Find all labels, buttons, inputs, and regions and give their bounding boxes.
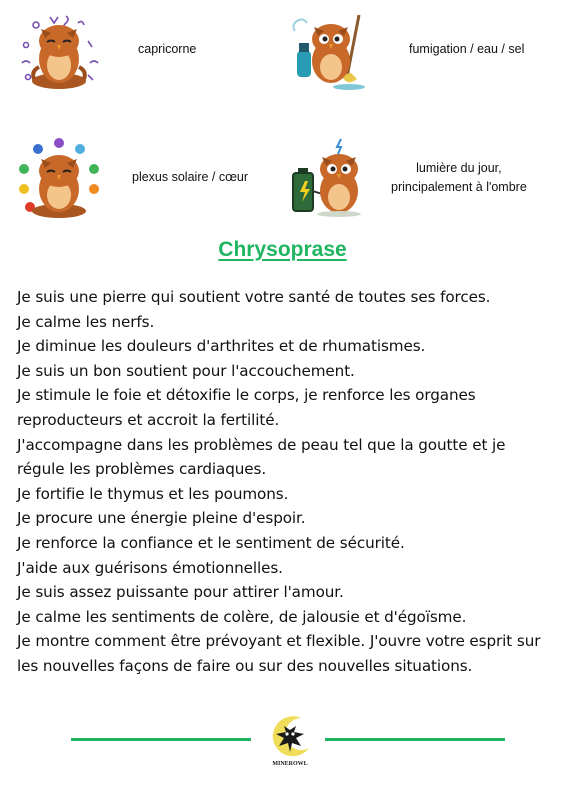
description-line: J'accompagne dans les problèmes de peau tel que la goutte et je régule les problèmes cardiaques. [17,435,506,479]
description-line: Je calme les nerfs. [17,312,155,331]
owl-cleaning-icon [287,7,373,93]
description-line: Je stimule le foie et détoxifie le corps, je renforce les organes reproducteurs et accroit la fertilité. [17,386,476,429]
description-line: Je calme les sentiments de colère, de jalousie et d'égoïsme. [17,607,467,626]
description-line: Je fortifie le thymus et les poumons. [17,484,289,503]
description-line: J'aide aux guérisons émotionnelles. [17,558,283,577]
chakra-label: plexus solaire / cœur [132,170,249,185]
description-line: Je montre comment être prévoyant et flexible. J'ouvre votre esprit sur les nouvelles façons de faire ou sur des nouvelles situations. [17,632,541,675]
cleaning-info [287,5,557,95]
footer-divider-left [71,738,251,741]
description-line: Je suis assez puissante pour attirer l'amour. [17,583,344,602]
owl-charging-battery-icon [287,135,373,221]
cleaning-label: fumigation / eau / sel [409,42,525,57]
description-line: Je suis un bon soutient pour l'accouchement. [17,361,355,380]
info-grid [0,0,565,230]
description-line: Je renforce la confiance et le sentiment de sécurité. [17,533,405,552]
footer-divider-right [325,738,505,741]
owl-meditating-chakra-icon [16,135,102,221]
charging-label-line1: lumière du jour, [416,160,502,175]
owl-moon-logo-icon [265,712,315,768]
charging-label-line2: principalement à l'ombre [391,180,527,194]
description-line: Je diminue les douleurs d'arthrites et de rhumatismes. [17,337,426,356]
logo-text: MINEROWL [272,761,308,767]
charging-info [287,133,557,223]
charging-label [391,159,527,198]
owl-meditating-zodiac-icon [16,7,102,93]
stone-title: Chrysoprase [218,238,347,261]
description-line: Je procure une énergie pleine d'espoir. [17,509,306,528]
description-text [17,285,552,679]
chakra-info [16,133,286,223]
zodiac-info [16,5,276,95]
zodiac-label: capricorne [138,42,197,57]
description-line: Je suis une pierre qui soutient votre santé de toutes ses forces. [17,288,491,306]
